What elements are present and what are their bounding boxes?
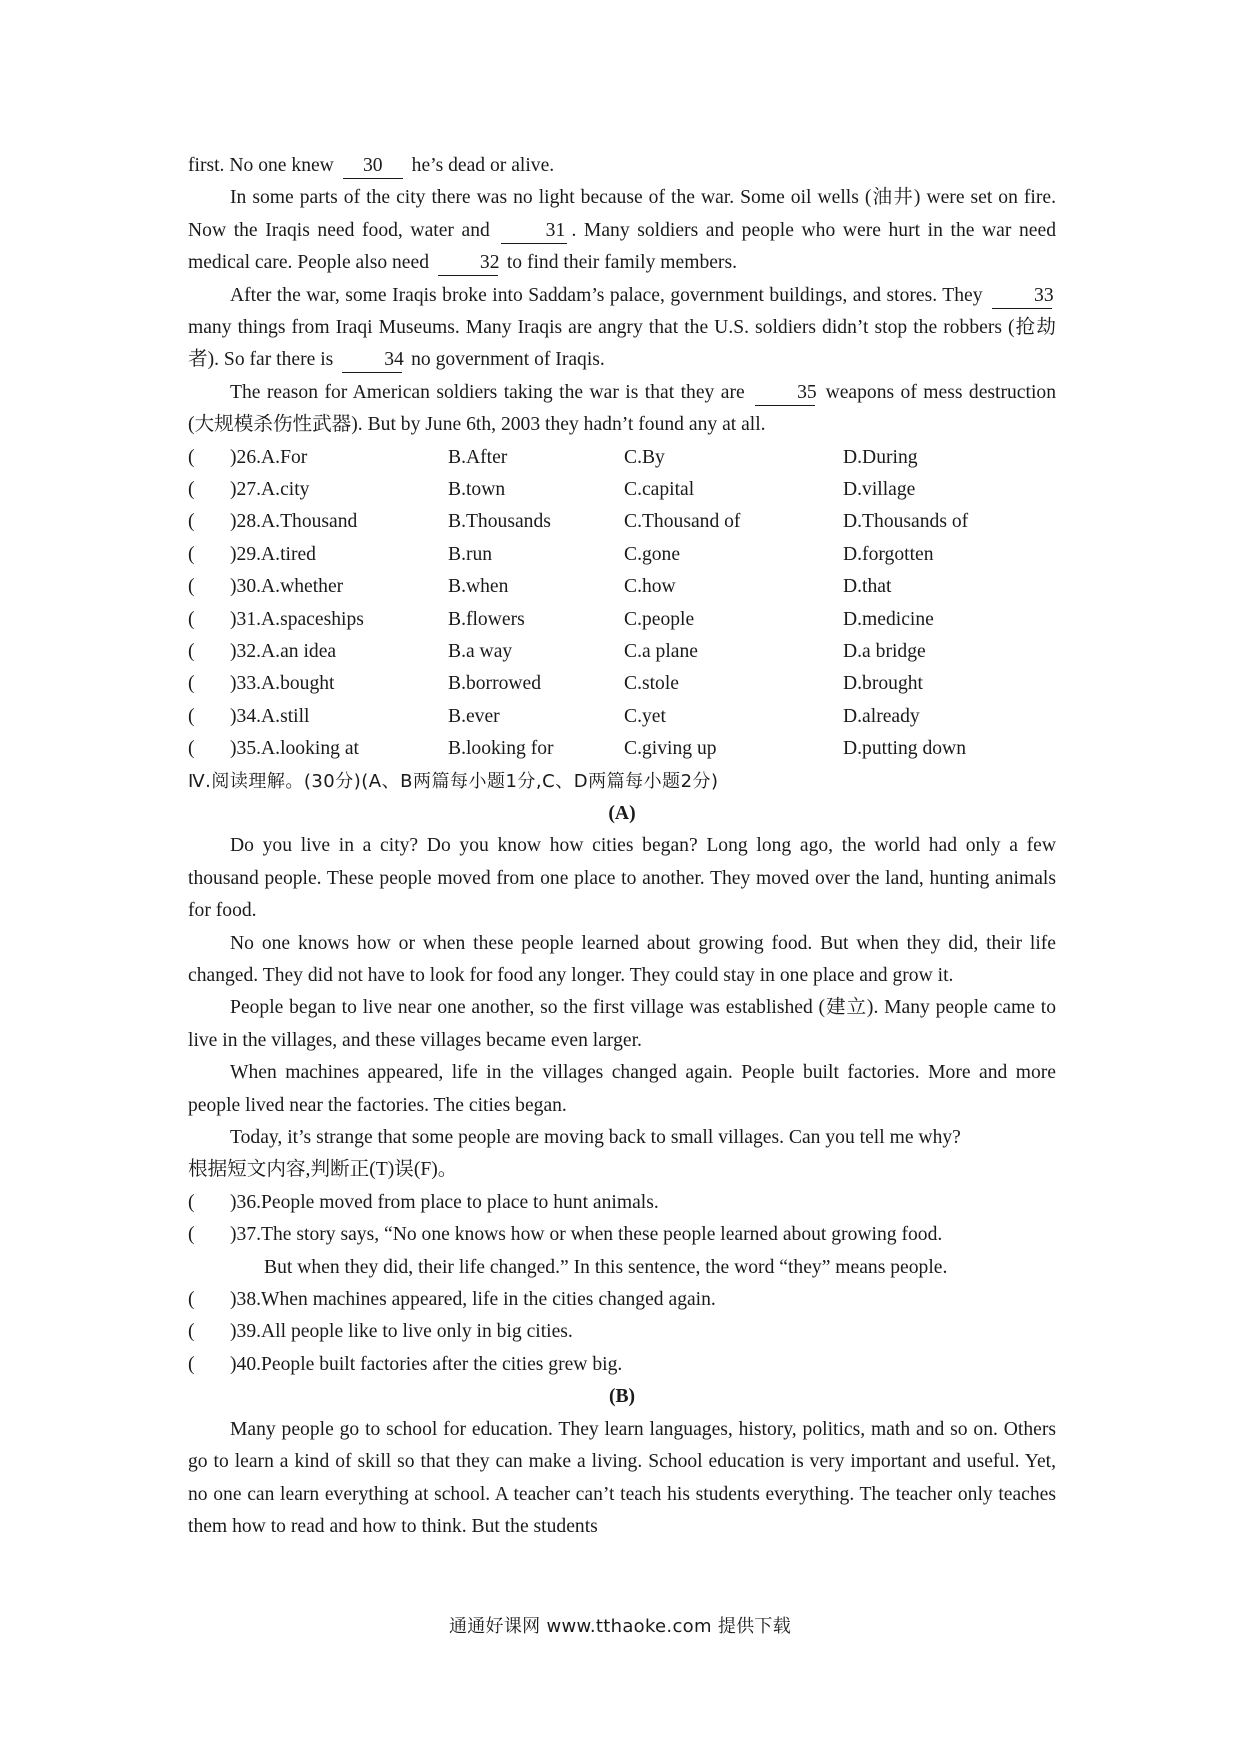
option-b: B.when (448, 576, 509, 598)
tf-instruction: 根据短文内容,判断正(T)误(F)。 (188, 1159, 458, 1181)
option-d: D.brought (843, 673, 924, 695)
option-b: B.run (448, 543, 493, 565)
blank-32: 32 (438, 251, 498, 276)
passage-a-paragraph: No one knows how or when these people learned about growing food. But when they did, their life changed. They did not have to look for food any longer. They could stay in one place and grow it. (188, 932, 1056, 986)
text-span: After the war, some Iraqis broke into Saddam’s palace, government buildings, and stores. They (230, 284, 983, 306)
cloze-paragraph-3 (188, 280, 1056, 377)
option-d: D.that (843, 576, 892, 598)
answer-paren: ( (188, 673, 195, 695)
mcq-row-28 (188, 506, 1056, 538)
option-a: )30.A.whether (230, 576, 344, 598)
tf-row-36 (188, 1187, 1056, 1219)
passage-a-paragraph: People began to live near one another, so the first village was established (建立). Many people came to live in the villages, and these villages became even larger. (188, 997, 1056, 1051)
passage-a-paragraph: Today, it’s strange that some people are moving back to small villages. Can you tell me why? (230, 1127, 961, 1149)
option-b: B.town (448, 479, 506, 501)
option-c: C.a plane (624, 641, 698, 662)
option-b: B.a way (448, 641, 513, 662)
option-c: C.yet (624, 705, 666, 727)
passage-b-paragraph: Many people go to school for education. They learn languages, history, politics, math and so on. Others go to learn a kind of skill so that they can make a living. School education is very important and useful. Yet, no one can learn everything at school. A teacher can’t teach his students everything. The teacher only teaches them how to read and how to think. But the students (188, 1418, 1056, 1537)
option-a: )31.A.spaceships (230, 608, 364, 630)
answer-paren: ( (188, 641, 195, 662)
text-span: In some parts of the city there was no light because of the war. Some oil wells (油井) were set on fire. Now the Iraqis need food, water and (188, 187, 1056, 241)
option-d: D.medicine (843, 608, 934, 630)
cloze-paragraph-4 (188, 377, 1056, 442)
mcq-row-27 (188, 474, 1056, 506)
option-c: C.capital (624, 479, 695, 501)
text-span: first. No one knew (188, 155, 334, 176)
option-d: D.putting down (843, 738, 967, 760)
text-span: he’s dead or alive. (411, 155, 555, 176)
answer-paren: ( (188, 705, 195, 727)
mcq-row-33 (188, 668, 1056, 700)
answer-paren: ( (188, 1191, 195, 1213)
option-c: C.By (624, 446, 665, 468)
mcq-row-29 (188, 539, 1056, 571)
tf-statement: )38.When machines appeared, life in the cities changed again. (230, 1289, 716, 1311)
mcq-row-31 (188, 604, 1056, 636)
option-c: C.stole (624, 673, 679, 695)
option-b: B.looking for (448, 738, 554, 760)
answer-paren: ( (188, 1224, 195, 1246)
cloze-paragraph-2 (188, 182, 1056, 279)
option-a: )26.A.For (230, 446, 308, 468)
section-heading: Ⅳ.阅读理解。(30分)(A、B两篇每小题1分,C、D两篇每小题2分) (188, 770, 719, 792)
answer-paren: ( (188, 1321, 195, 1343)
answer-paren: ( (188, 511, 195, 533)
page-content (188, 150, 1056, 1543)
option-c: C.Thousand of (624, 511, 741, 533)
option-b: B.flowers (448, 608, 525, 630)
option-c: C.how (624, 576, 676, 598)
answer-paren: ( (188, 446, 195, 468)
text-span: weapons of mess destruction (大规模杀伤性武器). But by June 6th, 2003 they hadn’t found any at all. (188, 381, 1056, 436)
answer-paren: ( (188, 1353, 195, 1375)
text-span: no government of Iraqis. (411, 349, 605, 371)
option-c: C.gone (624, 543, 681, 565)
tf-row-38 (188, 1284, 1056, 1316)
tf-row-39 (188, 1316, 1056, 1348)
option-a: )29.A.tired (230, 543, 316, 565)
tf-row-37 (188, 1219, 1056, 1251)
answer-paren: ( (188, 543, 195, 565)
option-c: C.people (624, 608, 695, 630)
blank-31: 31 (501, 219, 567, 244)
option-a: )32.A.an idea (230, 641, 337, 662)
tf-statement: )37.The story says, “No one knows how or when these people learned about growing food. (230, 1224, 943, 1246)
option-d: D.Thousands of (843, 511, 969, 533)
option-d: D.village (843, 479, 916, 501)
mcq-row-35 (188, 733, 1056, 765)
option-d: D.a bridge (843, 641, 926, 662)
passage-title-b: (B) (608, 1386, 636, 1408)
mcq-list (188, 442, 1056, 766)
answer-paren: ( (188, 738, 195, 760)
mcq-row-34 (188, 701, 1056, 733)
option-a: )28.A.Thousand (230, 511, 358, 533)
option-d: D.forgotten (843, 543, 934, 565)
option-b: B.ever (448, 705, 500, 727)
option-a: )27.A.city (230, 479, 310, 501)
passage-a-paragraph: When machines appeared, life in the villages changed again. People built factories. More and more people lived near the factories. The cities began. (188, 1062, 1056, 1116)
mcq-row-26 (188, 442, 1056, 474)
option-a: )34.A.still (230, 705, 310, 727)
passage-title-a: (A) (608, 802, 636, 824)
tf-statement: )40.People built factories after the cities grew big. (230, 1353, 623, 1375)
tf-list (188, 1187, 1056, 1381)
blank-30: 30 (343, 154, 403, 179)
text-span: The reason for American soldiers taking the war is that they are (230, 381, 745, 403)
option-b: B.Thousands (448, 511, 551, 533)
mcq-row-30 (188, 571, 1056, 603)
tf-statement: )39.All people like to live only in big cities. (230, 1321, 573, 1343)
option-d: D.During (843, 446, 918, 468)
text-span: many things from Iraqi Museums. Many Iraqis are angry that the U.S. soldiers didn’t stop the robbers (抢劫者). So far there is (188, 317, 1056, 371)
option-c: C.giving up (624, 738, 717, 760)
page-footer: 通通好课网 www.tthaoke.com 提供下载 (448, 1616, 792, 1637)
mcq-row-32 (188, 636, 1056, 668)
answer-paren: ( (188, 576, 195, 598)
option-b: B.After (448, 446, 508, 468)
tf-statement: )36.People moved from place to place to hunt animals. (230, 1191, 659, 1213)
tf-37-continuation: But when they did, their life changed.” In this sentence, the word “they” means people. (264, 1256, 948, 1278)
tf-row-40 (188, 1349, 1056, 1381)
blank-35: 35 (755, 381, 815, 406)
blank-34: 34 (342, 348, 402, 373)
answer-paren: ( (188, 1289, 195, 1311)
option-a: )33.A.bought (230, 673, 335, 695)
text-span: . Many soldiers and people who were hurt in the war need medical care. People also need (188, 219, 1056, 274)
option-d: D.already (843, 705, 920, 727)
option-b: B.borrowed (448, 673, 542, 695)
answer-paren: ( (188, 479, 195, 501)
blank-33: 33 (992, 284, 1052, 309)
text-span: to find their family members. (506, 252, 737, 274)
option-a: )35.A.looking at (230, 738, 359, 760)
passage-a-paragraph: Do you live in a city? Do you know how cities began? Long long ago, the world had only a few thousand people. These people moved from one place to another. They moved over the land, hunting animals for food. (188, 835, 1056, 922)
cloze-line-1 (188, 150, 1056, 182)
answer-paren: ( (188, 608, 195, 630)
